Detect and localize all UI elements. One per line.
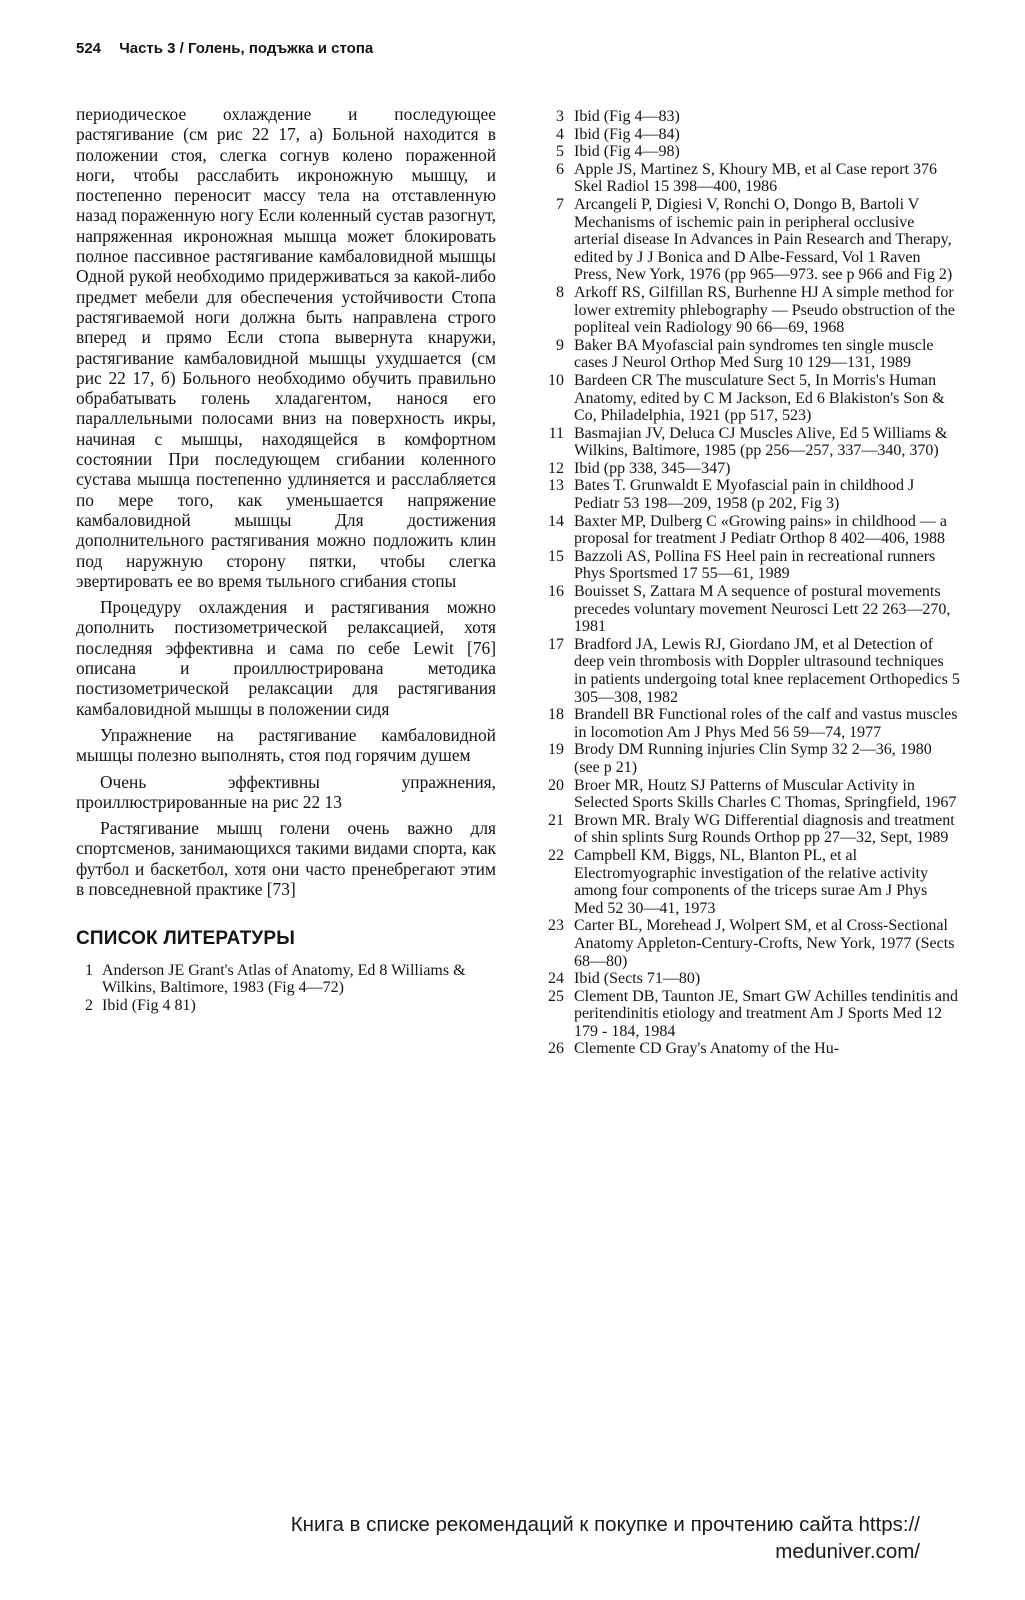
reference-text: Brody DM Running injuries Clin Symp 32 2—36, 1980 (see p 21): [574, 741, 932, 776]
reference-text: Ibid (Fig 4—84): [574, 125, 680, 143]
reference-number: 26: [548, 1040, 564, 1058]
body-paragraph: Очень эффективны упражнения, проиллюстрированные на рис 22 13: [76, 771, 496, 812]
reference-text: Bates T. Grunwaldt E Myofascial pain in childhood J Pediatr 53 198—209, 1958 (p 202, Fig 3): [574, 477, 915, 513]
reference-text: Carter BL, Morehead J, Wolpert SM, et al Cross-Sectional Anatomy Appleton-Century-Crofts, New York, 1977 (Sects 68—80): [574, 917, 955, 970]
reference-number: 19: [548, 741, 564, 759]
left-column: [76, 104, 496, 1014]
body-paragraph: периодическое охлаждение и последующее растягивание (см рис 22 17, а) Больной находится в положении стоя, слегка согнув колено пораженной ноги, чтобы расслабить икроножную мышцу, и постепенно переносит массу тела на отставленную назад пораженную ногу Если коленный сустав разогнут, напряженная икроножная мышца может блокировать полное пассивное растягивание камбаловидной мышцы Одной рукой необходимо придерживаться за какой-либо предмет мебели для обеспечения устойчивости Стопа растягиваемой ноги должна быть направлена строго вперед и прямо Если стопа вывернута кнаружи, растягивание камбаловидной мышцы ухудшается (см рис 22 17, б) Больного необходимо обучить правильно обрабатывать голень хладагентом, нанося его параллельными полосами вниз на поверхность икры, начиная с мышцы, находящейся в комфортном состоянии При последующем сгибании коленного сустава мышца постепенно удлиняется и расслабляется по мере того, как уменьшается напряжение камбаловидной мышцы Для достижения дополнительного растягивания можно подложить клин под наружную сторону пятки, чтобы слегка эвертировать ее во время тыльного сгибания стопы: [76, 104, 496, 591]
body-paragraph: Упражнение на растягивание камбаловидной мышцы полезно выполнять, стоя под горячим душем: [76, 724, 496, 766]
reference-item: [530, 126, 960, 144]
reference-number: 18: [548, 706, 564, 724]
reference-text: Campbell KM, Biggs, NL, Blanton PL, et al Electromyographic investigation of the relative activity among four components of the triceps surae Am J Phys Med 52 30—41, 1973: [574, 846, 929, 917]
reference-item: [530, 636, 960, 706]
reference-item: [530, 706, 960, 741]
footer-line-1: Книга в списке рекомендаций к покупке и прочтению сайта https://: [290, 1513, 920, 1536]
reference-number: 9: [556, 336, 564, 354]
reference-number: 15: [548, 547, 564, 565]
reference-text: Clement DB, Taunton JE, Smart GW Achilles tendinitis and peritendinitis etiology and treatment Am J Sports Med 12 179 - 184, 1984: [574, 987, 959, 1040]
references-heading: СПИСОК ЛИТЕРАТУРЫ: [76, 928, 296, 950]
reference-item: [530, 477, 960, 512]
right-column: [530, 108, 960, 1058]
reference-text: Ibid (Sects 71—80): [574, 970, 701, 988]
running-title: Часть 3 / Голень, подъжка и стопа: [119, 40, 374, 57]
reference-item: [530, 196, 960, 284]
reference-item: [530, 847, 960, 917]
reference-number: 14: [548, 512, 564, 530]
reference-item: [530, 513, 960, 548]
reference-text: Arkoff RS, Gilfillan RS, Burhenne HJ A simple method for lower extremity phlebography — Pseudo obstruction of the popliteal vein Radiology 90 66—69, 1968: [574, 283, 955, 337]
reference-item: [76, 997, 496, 1015]
reference-text: Arcangeli P, Digiesi V, Ronchi O, Dongo B, Bartoli V Mechanisms of ischemic pain in peripheral occlusive arterial disease In Advances in Pain Research and Therapy, edited by J J Bonica and D Albe-Fessard, Vol 1 Raven Press, New York, 1976 (pp 965—973. see p 966 and Fig 2): [574, 195, 953, 284]
reference-item: [76, 962, 496, 997]
reference-text: Anderson JE Grant's Atlas of Anatomy, Ed 8 Williams & Wilkins, Baltimore, 1983 (Fig 4—72): [102, 961, 466, 997]
reference-text: Bouisset S, Zattara M A sequence of postural movements precedes voluntary movement Neurosci Lett 22 263—270, 1981: [574, 583, 951, 636]
reference-number: 23: [548, 917, 564, 935]
reference-number: 16: [548, 583, 564, 601]
reference-number: 7: [556, 195, 564, 213]
reference-text: Baxter MP, Dulberg C «Growing pains» in childhood — a proposal for treatment J Pediatr Orthop 8 402—406, 1988: [574, 512, 948, 548]
reference-number: 22: [548, 846, 564, 864]
footer-notice: [130, 1511, 920, 1565]
reference-item: [530, 143, 960, 161]
reference-text: Ibid (Fig 4—83): [574, 108, 680, 125]
reference-number: 24: [548, 970, 564, 988]
reference-number: 3: [556, 108, 564, 125]
reference-number: 8: [556, 283, 564, 301]
reference-text: Bradford JA, Lewis RJ, Giordano JM, et al Detection of deep vein thrombosis with Doppler ultrasound techniques in patients undergoing total knee replacement Orthopedics 5 305—308, 1982: [574, 635, 960, 706]
reference-number: 25: [548, 987, 564, 1005]
reference-text: Bardeen CR The musculature Sect 5, In Morris's Human Anatomy, edited by C M Jackson, Ed 6 Blakiston's Son & Co, Philadelphia, 1921 (pp 517, 523): [574, 371, 945, 425]
reference-item: [530, 425, 960, 460]
reference-number: 6: [556, 160, 564, 178]
reference-number: 2: [85, 996, 93, 1014]
reference-item: [530, 917, 960, 970]
reference-text: Brandell BR Functional roles of the calf and vastus muscles in locomotion Am J Phys Med 56 59—74, 1977: [574, 706, 958, 741]
reference-item: [530, 337, 960, 372]
footer-line-2: meduniver.com/: [775, 1540, 920, 1563]
reference-text: Baker BA Myofascial pain syndromes ten single muscle cases J Neurol Orthop Med Surg 10 129—131, 1989: [574, 336, 934, 372]
reference-item: [530, 777, 960, 812]
reference-text: Brown MR. Braly WG Differential diagnosis and treatment of shin splints Surg Rounds Orthop pp 27—32, Sept, 1989: [574, 811, 955, 847]
page-header: [76, 40, 373, 57]
reference-number: 10: [548, 371, 564, 389]
reference-item: [530, 372, 960, 425]
reference-number: 17: [548, 635, 564, 653]
reference-item: [530, 812, 960, 847]
reference-number: 5: [556, 143, 564, 161]
reference-item: [530, 988, 960, 1041]
reference-item: [530, 583, 960, 636]
reference-item: [530, 460, 960, 478]
reference-text: Apple JS, Martinez S, Khoury MB, et al Case report 376 Skel Radiol 15 398—400, 1986: [574, 160, 938, 196]
reference-item: [530, 1040, 960, 1058]
reference-item: [530, 970, 960, 988]
reference-text: Broer MR, Houtz SJ Patterns of Muscular Activity in Selected Sports Skills Charles C Thomas, Springfield, 1967: [574, 776, 957, 812]
reference-number: 4: [556, 125, 564, 143]
reference-item: [530, 741, 960, 776]
body-paragraph: Процедуру охлаждения и растягивания можно дополнить постизометрической релаксацией, хотя последняя эффективна и сама по себе Lewit [76] описана и проиллюстрирована методика постизометрической релаксации для растягивания камбаловидной мышцы в положении сидя: [76, 597, 496, 719]
reference-number: 13: [548, 477, 564, 495]
reference-item: [530, 161, 960, 196]
reference-text: Clemente CD Gray's Anatomy of the Hu-: [574, 1040, 840, 1058]
reference-text: Ibid (Fig 4—98): [574, 143, 680, 161]
reference-number: 20: [548, 776, 564, 794]
reference-text: Ibid (Fig 4 81): [102, 996, 196, 1014]
reference-item: [530, 548, 960, 583]
reference-number: 11: [548, 424, 564, 442]
page-number: 524: [76, 40, 102, 57]
reference-number: 12: [548, 459, 564, 477]
reference-text: Ibid (pp 338, 345—347): [574, 459, 731, 477]
reference-number: 21: [548, 811, 564, 829]
reference-item: [530, 108, 960, 126]
reference-text: Basmajian JV, Deluca CJ Muscles Alive, Ed 5 Williams & Wilkins, Baltimore, 1985 (pp 256—257, 337—340, 370): [574, 424, 948, 460]
reference-text: Bazzoli AS, Pollina FS Heel pain in recreational runners Phys Sportsmed 17 55—61, 1989: [574, 547, 936, 583]
reference-item: [530, 284, 960, 337]
body-paragraph: Растягивание мышц голени очень важно для спортсменов, занимающихся такими видами спорта, как футбол и баскетбол, хотя они часто пренебрегают этим в повседневной практике [73]: [76, 818, 496, 899]
reference-number: 1: [85, 961, 93, 979]
